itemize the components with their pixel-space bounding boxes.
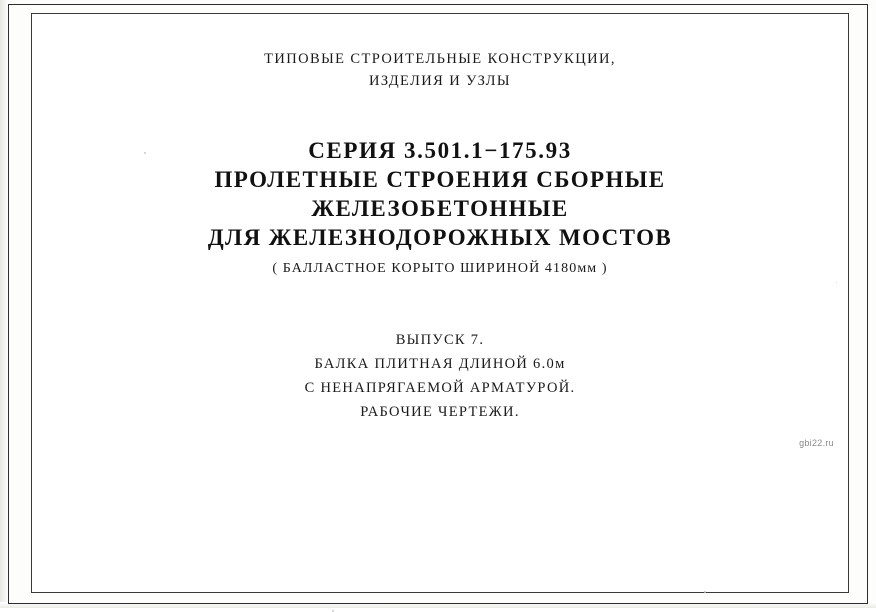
header-block	[32, 48, 848, 93]
issue-line-1: ВЫПУСК 7.	[395, 332, 485, 349]
page-inner-border	[31, 13, 849, 593]
issue-block	[32, 329, 848, 425]
issue-line-4: РАБОЧИЕ ЧЕРТЕЖИ.	[360, 404, 520, 421]
title-block	[32, 137, 848, 278]
series-number: СЕРИЯ 3.501.1−175.93	[308, 137, 572, 163]
issue-line-3: С НЕНАПРЯГАЕМОЙ АРМАТУРОЙ.	[304, 380, 576, 397]
title-line-2: ЖЕЛЕЗОБЕТОННЫЕ	[311, 195, 569, 221]
title-page-content	[32, 14, 848, 592]
scan-speckle	[836, 282, 837, 283]
issue-line-2: БАЛКА ПЛИТНАЯ ДЛИНОЙ 6.0м	[314, 356, 566, 373]
site-watermark: gbi22.ru	[799, 438, 834, 448]
page-outer-border	[8, 4, 868, 604]
scan-speckle	[144, 152, 146, 154]
title-subtitle: ( БАЛЛАСТНОЕ КОРЫТО ШИРИНОЙ 4180мм )	[272, 260, 608, 276]
header-line-2: ИЗДЕЛИЯ И УЗЛЫ	[369, 73, 511, 90]
title-line-1: ПРОЛЕТНЫЕ СТРОЕНИЯ СБОРНЫЕ	[214, 166, 666, 192]
title-line-3: ДЛЯ ЖЕЛЕЗНОДОРОЖНЫХ МОСТОВ	[207, 224, 673, 250]
scan-speckle	[704, 591, 706, 593]
header-line-1: ТИПОВЫЕ СТРОИТЕЛЬНЫЕ КОНСТРУКЦИИ,	[264, 51, 616, 67]
